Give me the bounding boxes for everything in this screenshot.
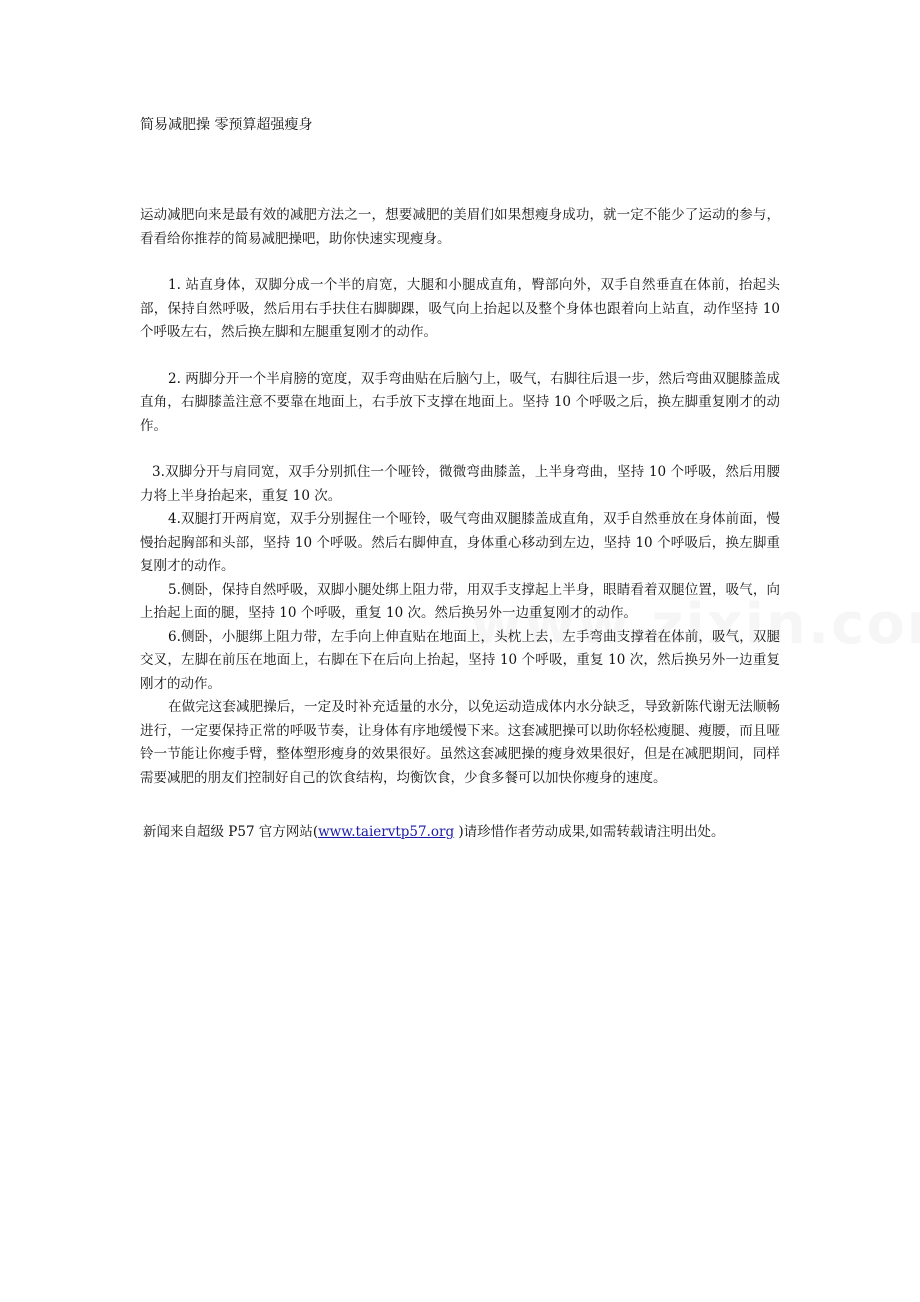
footer-suffix: )请珍惜作者劳动成果,如需转载请注明出处。 [454,824,725,840]
closing-paragraph: 在做完这套减肥操后，一定及时补充适量的水分，以免运动造成体内水分缺乏，导致新陈代谢无法顺畅进行，一定要保持正常的呼吸节奏，让身体有序地缓慢下来。这套减肥操可以助你轻松瘦腿、瘦腰，而且哑铃一节能让你瘦手臂，整体塑形瘦身的效果很好。虽然这套减肥操的瘦身效果很好，但是在减肥期间，同样需要减肥的朋友们控制好自己的饮食结构，均衡饮食，少食多餐可以加快你瘦身的速度。 [140,699,780,786]
step-1-paragraph: 1. 站直身体，双脚分成一个半的肩宽，大腿和小腿成直角，臀部向外，双手自然垂直在体前，抬起头部，保持自然呼吸，然后用右手扶住右脚脚踝，吸气向上抬起以及整个身体也跟着向上站直，动作坚持 10 个呼吸左右，然后换左脚和左腿重复刚才的动作。 [140,277,780,340]
footer-prefix: 新闻来自超级 P57 官方网站( [143,824,319,840]
step-6-paragraph: 6.侧卧，小腿绑上阻力带，左手向上伸直贴在地面上，头枕上去，左手弯曲支撑着在体前，吸气，双腿交叉，左脚在前压在地面上，右脚在下在后向上抬起，坚持 10 个呼吸，重复 10 次，然后换另外一边重复刚才的动作。 [140,628,780,692]
step-3-paragraph: 3.双脚分开与肩同宽，双手分别抓住一个哑铃，微微弯曲膝盖，上半身弯曲，坚持 10 个呼吸，然后用腰力将上半身抬起来，重复 10 次。 [140,464,780,504]
document-title: 简易减肥操 零预算超强瘦身 [140,117,313,133]
step-4-paragraph: 4.双腿打开两肩宽，双手分别握住一个哑铃，吸气弯曲双腿膝盖成直角，双手自然垂放在身体前面，慢慢抬起胸部和头部，坚持 10 个呼吸。然后右脚伸直，身体重心移动到左边，坚持 10 个呼吸后，换左脚重复刚才的动作。 [140,511,780,574]
source-footer [143,822,724,842]
step-5-paragraph: 5.侧卧，保持自然呼吸，双脚小腿处绑上阻力带，用双手支撑起上半身，眼睛看着双腿位置，吸气，向上抬起上面的腿，坚持 10 个呼吸，重复 10 次。然后换另外一边重复刚才的动作。 [140,581,780,621]
document-body [140,204,780,790]
step-2-paragraph: 2. 两脚分开一个半肩膀的宽度，双手弯曲贴在后脑勺上，吸气，右脚往后退一步，然后弯曲双腿膝盖成直角，右脚膝盖注意不要靠在地面上，右手放下支撑在地面上。坚持 10 个呼吸之后，换左脚重复刚才的动作。 [140,370,780,434]
source-link[interactable]: www.taiervtp57.org [318,824,455,840]
intro-paragraph: 运动减肥向来是最有效的减肥方法之一，想要减肥的美眉们如果想瘦身成功，就一定不能少了运动的参与，看看给你推荐的简易减肥操吧，助你快速实现瘦身。 [140,207,780,247]
